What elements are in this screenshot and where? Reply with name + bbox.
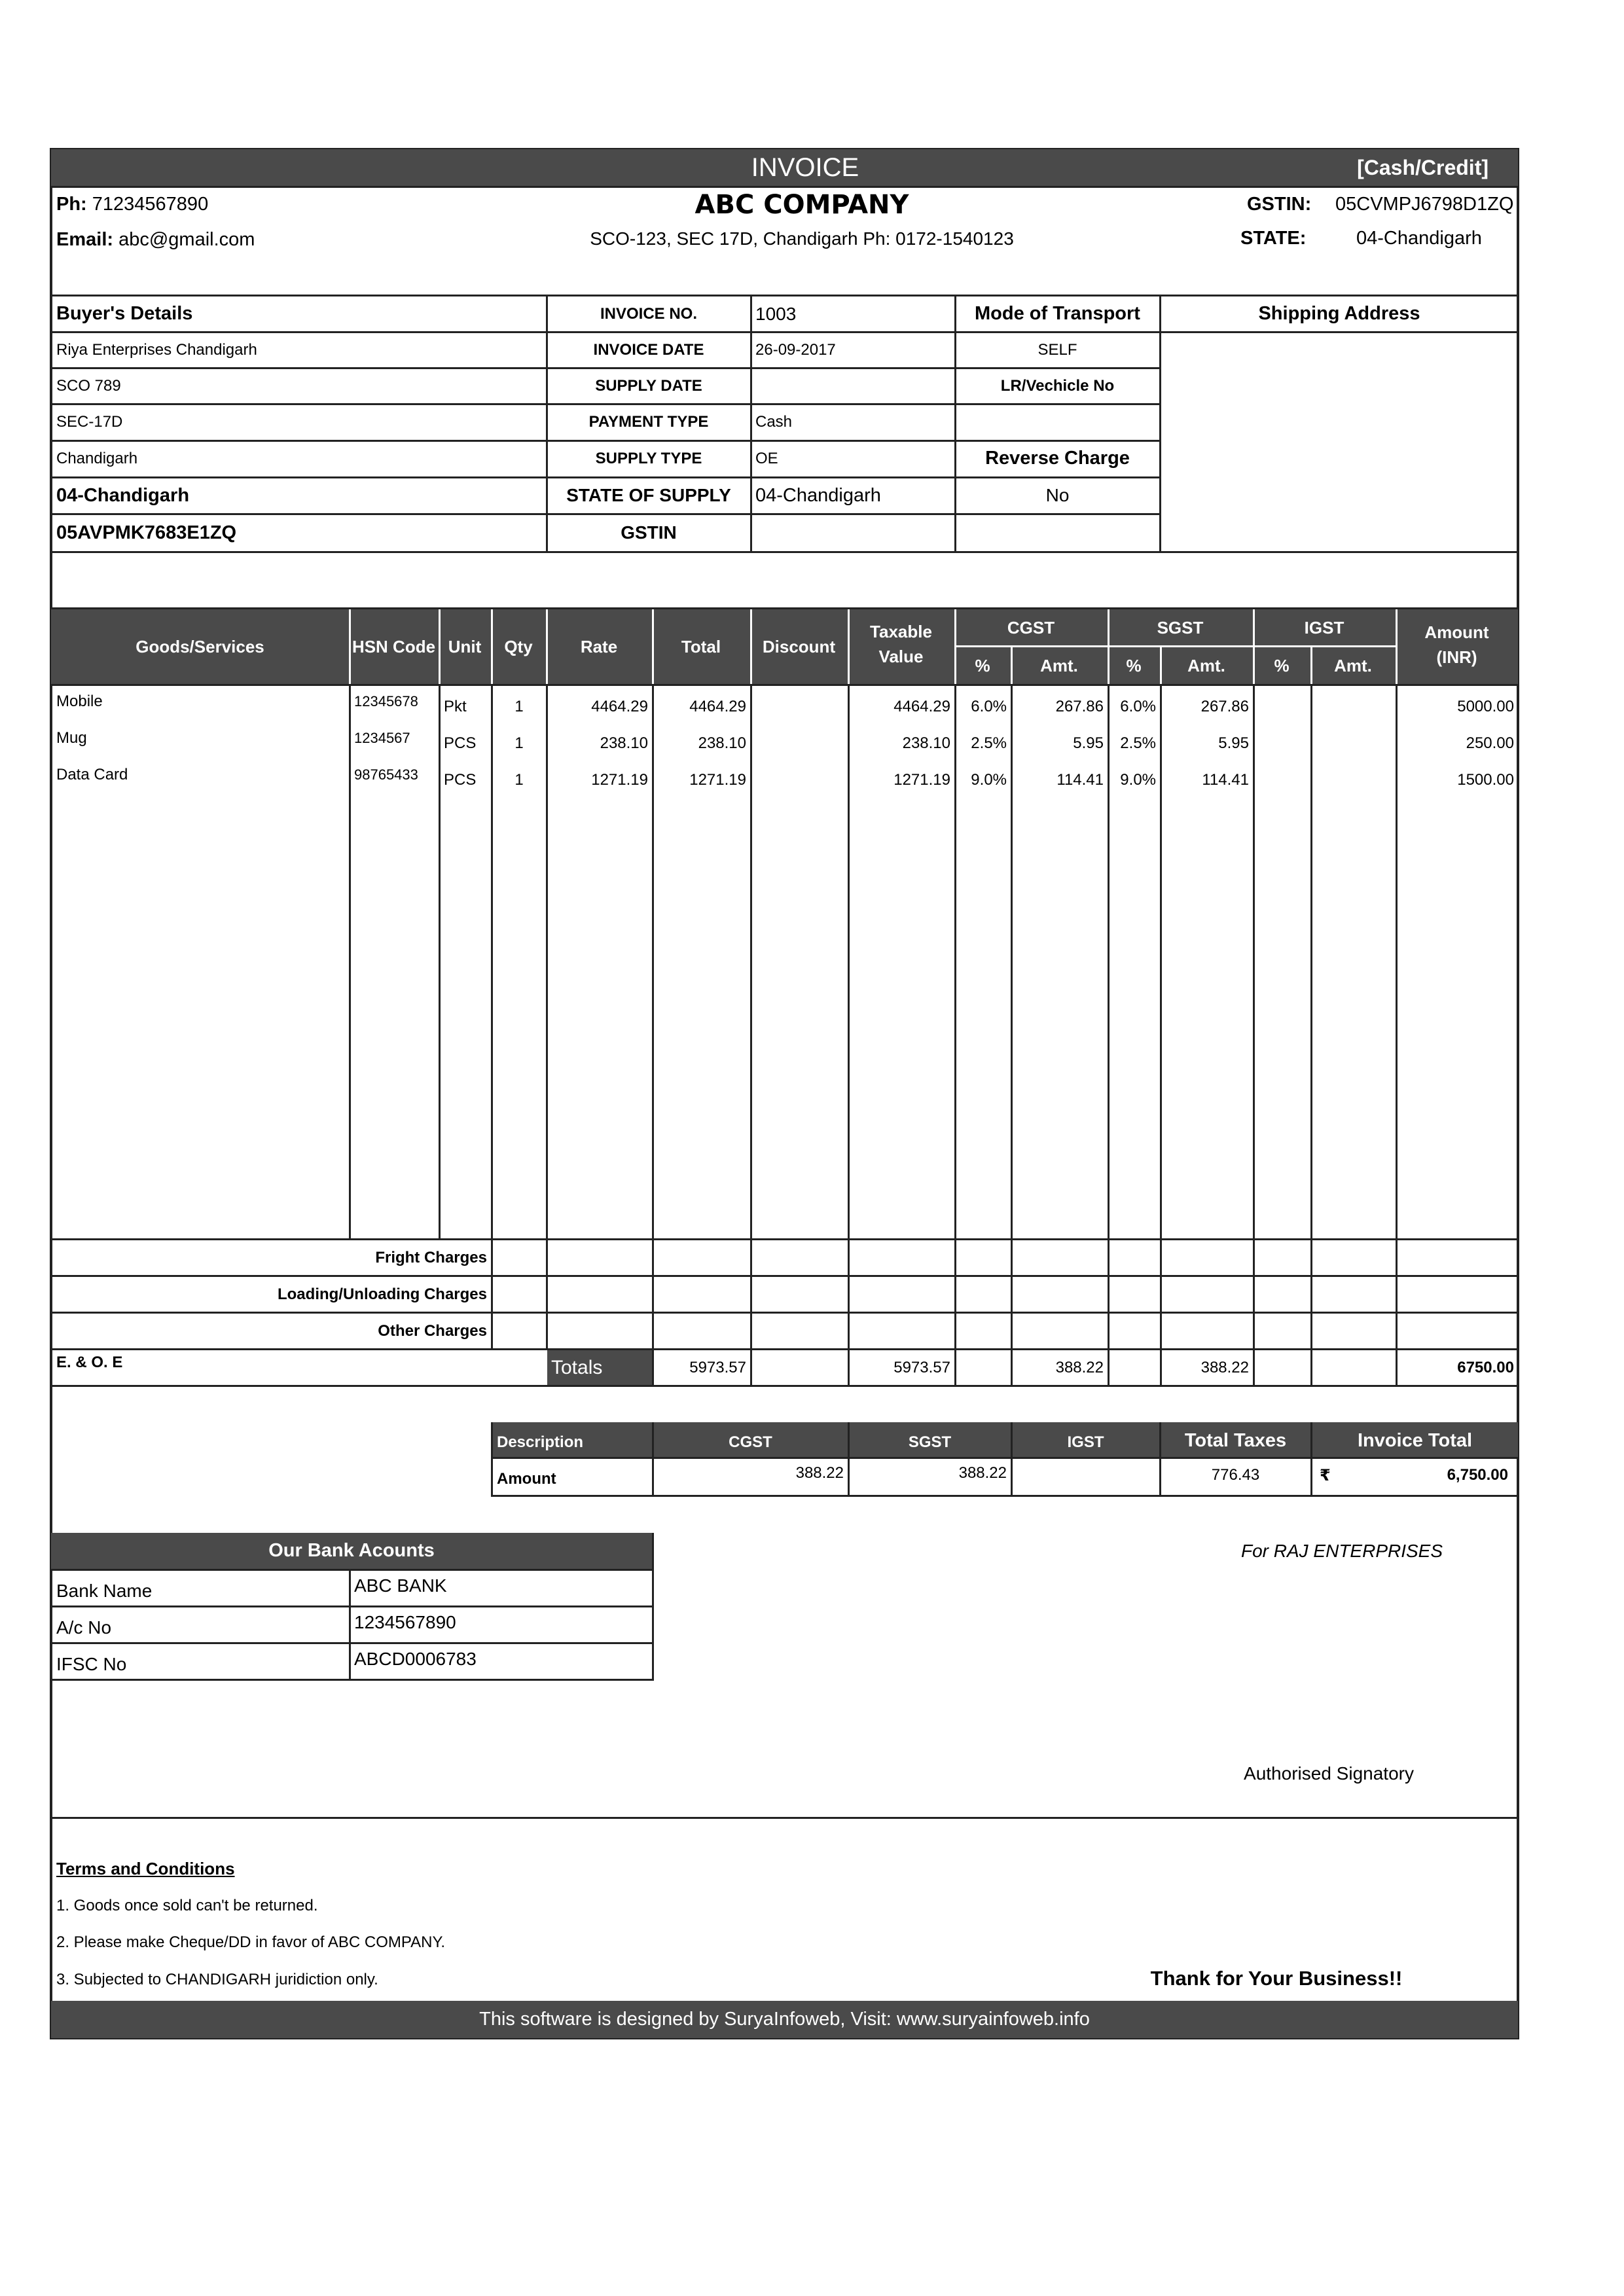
gstin-label: GSTIN: xyxy=(1247,193,1312,215)
col-goods: Goods/Services xyxy=(135,636,264,656)
state-of-supply-value: 04-Chandigarh xyxy=(755,484,881,506)
table-row-cgst-pct: 2.5% xyxy=(971,734,1007,752)
bank-name-value: ABC BANK xyxy=(354,1575,447,1596)
buyer-gstin: 05AVPMK7683E1ZQ xyxy=(56,522,237,543)
table-row-amount: 1500.00 xyxy=(1457,771,1514,789)
col-qty: Qty xyxy=(504,636,533,656)
for-company-label: For RAJ ENTERPRISES xyxy=(1240,1541,1443,1561)
company-address: SCO-123, SEC 17D, Chandigarh Ph: 0172-1540123 xyxy=(590,228,1014,249)
col-cgst-pct: % xyxy=(975,655,990,675)
col-total: Total xyxy=(681,636,721,656)
table-row-taxable: 4464.29 xyxy=(893,698,950,715)
supply-type-label: SUPPLY TYPE xyxy=(595,449,702,467)
table-row-igst-pct xyxy=(1254,692,1310,721)
col-hsn: HSN Code xyxy=(352,636,436,656)
supply-gstin-value xyxy=(751,514,954,551)
buyer-heading: Buyer's Details xyxy=(56,303,193,324)
summary-amount-label: Amount xyxy=(497,1470,556,1488)
table-row-igst-pct xyxy=(1254,766,1310,795)
company-gstin: 05CVMPJ6798D1ZQ xyxy=(1335,193,1514,215)
table-row-cgst-pct: 9.0% xyxy=(971,771,1007,789)
state-of-supply-label: STATE OF SUPPLY xyxy=(566,485,731,505)
invoice-no-label: INVOICE NO. xyxy=(600,304,698,323)
table-row-unit: Pkt xyxy=(444,698,467,715)
table-row-rate: 238.10 xyxy=(600,734,648,752)
summary-cgst-header: CGST xyxy=(729,1433,772,1451)
table-row-taxable: 238.10 xyxy=(902,734,950,752)
invoice-date-label: INVOICE DATE xyxy=(593,340,704,359)
table-row-igst-amt xyxy=(1312,729,1396,758)
company-state: 04-Chandigarh xyxy=(1356,227,1482,249)
totals-amount: 6750.00 xyxy=(1457,1358,1514,1376)
supply-date-value xyxy=(751,368,954,403)
col-unit: Unit xyxy=(448,636,482,656)
table-row-amount: 250.00 xyxy=(1466,734,1514,752)
company-phone: Ph: 71234567890 xyxy=(56,193,209,215)
table-row-goods: Mobile xyxy=(56,692,103,710)
buyer-state: 04-Chandigarh xyxy=(56,484,190,506)
authorised-signatory: Authorised Signatory xyxy=(1244,1763,1414,1784)
rupee-icon: ₹ xyxy=(1320,1466,1331,1484)
table-row-total: 4464.29 xyxy=(689,698,746,715)
table-row-hsn: 12345678 xyxy=(354,693,418,709)
reverse-charge-label: Reverse Charge xyxy=(985,448,1130,469)
company-email: Email: abc@gmail.com xyxy=(56,228,255,250)
table-row-unit: PCS xyxy=(444,734,477,752)
summary-description: Description xyxy=(497,1433,584,1451)
state-label: STATE: xyxy=(1240,227,1307,249)
totals-total: 5973.57 xyxy=(689,1358,746,1376)
thank-you-message: Thank for Your Business!! xyxy=(1150,1967,1403,1990)
table-row-discount xyxy=(751,729,848,758)
loading-charges-label: Loading/Unloading Charges xyxy=(277,1285,487,1303)
footer-credit: This software is designed by SuryaInfoweb, Visit: www.suryainfoweb.info xyxy=(479,2009,1090,2030)
terms-item: 2. Please make Cheque/DD in favor of ABC COMPANY. xyxy=(56,1933,446,1951)
col-sgst-amt: Amt. xyxy=(1187,655,1225,675)
table-row-goods: Mug xyxy=(56,729,87,747)
table-row-sgst-amt: 114.41 xyxy=(1202,771,1249,789)
eoe-label: E. & O. E xyxy=(56,1354,123,1371)
buyer-line: Chandigarh xyxy=(56,449,138,467)
summary-invoice-total: 6,750.00 xyxy=(1447,1466,1508,1484)
shipping-address-label: Shipping Address xyxy=(1258,303,1420,324)
table-row-hsn: 1234567 xyxy=(354,730,410,746)
col-sgst: SGST xyxy=(1157,617,1204,637)
summary-invoice-total-header: Invoice Total xyxy=(1357,1429,1473,1451)
table-row-goods: Data Card xyxy=(56,766,128,783)
col-amount-inr: Amount (INR) xyxy=(1424,622,1489,667)
terms-item: 3. Subjected to CHANDIGARH juridiction only. xyxy=(56,1971,378,1988)
table-row-cgst-amt: 5.95 xyxy=(1073,734,1104,752)
col-sgst-pct: % xyxy=(1126,655,1142,675)
table-row-sgst-pct: 6.0% xyxy=(1120,698,1156,715)
table-row-qty: 1 xyxy=(514,698,524,715)
table-row-cgst-amt: 267.86 xyxy=(1055,698,1104,715)
totals-label: Totals xyxy=(551,1356,603,1378)
table-row-sgst-amt: 5.95 xyxy=(1218,734,1249,752)
buyer-line: SEC-17D xyxy=(56,412,123,431)
table-row-discount xyxy=(751,766,848,795)
supply-date-label: SUPPLY DATE xyxy=(595,376,702,395)
table-row-discount xyxy=(751,692,848,721)
lr-vehicle-label: LR/Vechicle No xyxy=(1000,376,1115,395)
col-igst: IGST xyxy=(1304,617,1344,637)
table-row-hsn: 98765433 xyxy=(354,766,418,783)
payment-type-label: PAYMENT TYPE xyxy=(588,412,709,431)
terms-item: 1. Goods once sold can't be returned. xyxy=(56,1897,318,1914)
summary-sgst-header: SGST xyxy=(908,1433,952,1451)
table-row-igst-amt xyxy=(1312,766,1396,795)
invoice-title: INVOICE xyxy=(751,152,859,182)
table-row-igst-amt xyxy=(1312,692,1396,721)
table-row-sgst-amt: 267.86 xyxy=(1200,698,1249,715)
lr-vehicle-value xyxy=(956,404,1159,439)
other-charges-label: Other Charges xyxy=(378,1321,487,1340)
summary-igst-header: IGST xyxy=(1067,1433,1104,1451)
table-row-taxable: 1271.19 xyxy=(893,771,950,789)
table-row-sgst-pct: 2.5% xyxy=(1120,734,1156,752)
totals-sgst-amt: 388.22 xyxy=(1200,1358,1249,1376)
table-row-cgst-pct: 6.0% xyxy=(971,698,1007,715)
buyer-line: SCO 789 xyxy=(56,376,121,395)
summary-total-taxes-header: Total Taxes xyxy=(1184,1429,1287,1451)
buyer-gstin-label: GSTIN xyxy=(621,522,677,543)
bank-name-label: Bank Name xyxy=(56,1580,153,1601)
payment-type-value: Cash xyxy=(755,412,793,431)
fright-charges-label: Fright Charges xyxy=(375,1248,487,1266)
col-cgst: CGST xyxy=(1007,617,1055,637)
summary-cgst: 388.22 xyxy=(795,1464,844,1482)
mode-of-transport-value: SELF xyxy=(1038,340,1077,359)
table-row-qty: 1 xyxy=(514,771,524,789)
table-row-total: 1271.19 xyxy=(689,771,746,789)
invoice-no-value: 1003 xyxy=(755,303,797,324)
table-row-unit: PCS xyxy=(444,771,477,789)
col-rate: Rate xyxy=(580,636,618,656)
table-row-rate: 4464.29 xyxy=(591,698,648,715)
account-no-value: 1234567890 xyxy=(354,1611,456,1632)
buyer-line: Riya Enterprises Chandigarh xyxy=(56,340,257,359)
table-row-igst-pct xyxy=(1254,729,1310,758)
payment-mode: [Cash/Credit] xyxy=(1357,155,1489,179)
summary-sgst: 388.22 xyxy=(958,1464,1007,1482)
totals-cgst-amt: 388.22 xyxy=(1055,1358,1104,1376)
bank-heading: Our Bank Acounts xyxy=(268,1540,435,1561)
ifsc-label: IFSC No xyxy=(56,1653,127,1674)
account-no-label: A/c No xyxy=(56,1617,112,1638)
ifsc-value: ABCD0006783 xyxy=(354,1648,477,1669)
reverse-charge-value: No xyxy=(1045,485,1070,505)
table-row-sgst-pct: 9.0% xyxy=(1120,771,1156,789)
terms-heading: Terms and Conditions xyxy=(56,1858,235,1878)
invoice-date-value: 26-09-2017 xyxy=(755,340,836,359)
table-row-cgst-amt: 114.41 xyxy=(1056,771,1104,789)
table-row-total: 238.10 xyxy=(698,734,746,752)
col-igst-pct: % xyxy=(1274,655,1290,675)
mode-of-transport-label: Mode of Transport xyxy=(975,303,1140,324)
col-igst-amt: Amt. xyxy=(1334,655,1372,675)
table-row-amount: 5000.00 xyxy=(1457,698,1514,715)
summary-total-taxes: 776.43 xyxy=(1211,1466,1260,1484)
table-row-qty: 1 xyxy=(514,734,524,752)
supply-type-value: OE xyxy=(755,449,778,467)
company-name: ABC COMPANY xyxy=(695,190,909,220)
summary-igst xyxy=(1012,1459,1159,1488)
col-cgst-amt: Amt. xyxy=(1040,655,1078,675)
totals-taxable: 5973.57 xyxy=(893,1358,950,1376)
col-taxable-value: Taxable Value xyxy=(870,622,932,666)
table-row-rate: 1271.19 xyxy=(591,771,648,789)
col-discount: Discount xyxy=(762,636,836,656)
